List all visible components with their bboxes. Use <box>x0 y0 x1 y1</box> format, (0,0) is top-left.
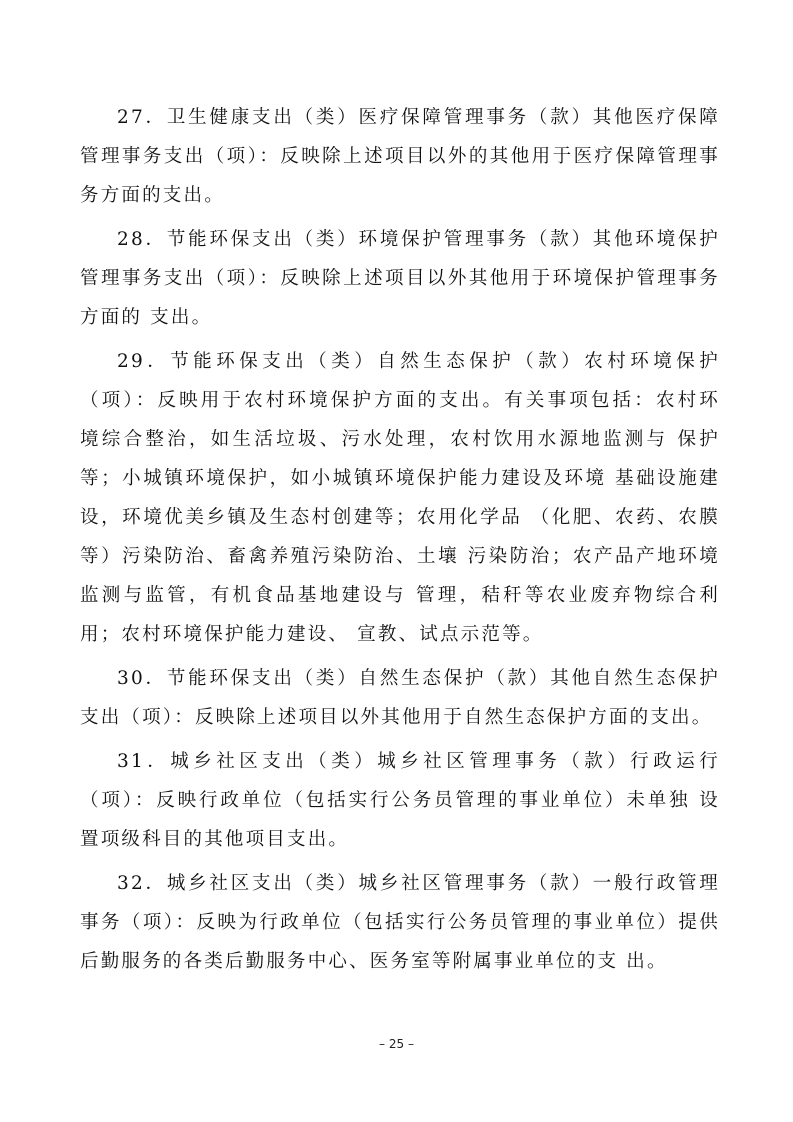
paragraph-27: 27．卫生健康支出（类）医疗保障管理事务（款）其他医疗保障管理事务支出（项）：反映除上述项目以外的其他用于医疗保障管理事务方面的支出。 <box>80 107 720 206</box>
document-body <box>80 98 720 986</box>
paragraph-32: 32．城乡社区支出（类）城乡社区管理事务（款）一般行政管理事务（项）：反映为行政单位（包括实行公务员管理的事业单位）提供后勤服务的各类后勤服务中心、医务室等附属事业单位的支 出。 <box>80 873 720 972</box>
paragraph-31: 31．城乡社区支出（类）城乡社区管理事务（款）行政运行（项）：反映行政单位（包括实行公务员管理的事业单位）未单独 设置项级科目的其他项目支出。 <box>80 751 720 850</box>
paragraph-29: 29．节能环保支出（类）自然生态保护（款）农村环境保护（项）：反映用于农村环境保护方面的支出。有关事项包括：农村环 境综合整治，如生活垃圾、污水处理，农村饮用水源地监测与 保护等；小城镇环境保护，如小城镇环境保护能力建设及环境 基础设施建设，环境优美乡镇及生态村创建等；农用化学品 （化肥、农药、农膜等）污染防治、畜禽养殖污染防治、土壤 污染防治；农产品产地环境监测与监管，有机食品基地建设与 管理，秸秆等农业废弃物综合利用；农村环境保护能力建设、 宣教、试点示范等。 <box>80 351 720 645</box>
paragraph-28: 28．节能环保支出（类）环境保护管理事务（款）其他环境保护管理事务支出（项）：反映除上述项目以外其他用于环境保护管理事务方面的 支出。 <box>80 229 720 328</box>
paragraph-30: 30．节能环保支出（类）自然生态保护（款）其他自然生态保护支出（项）：反映除上述项目以外其他用于自然生态保护方面的支出。 <box>80 668 720 728</box>
page-number: – 25 – <box>379 1037 414 1051</box>
